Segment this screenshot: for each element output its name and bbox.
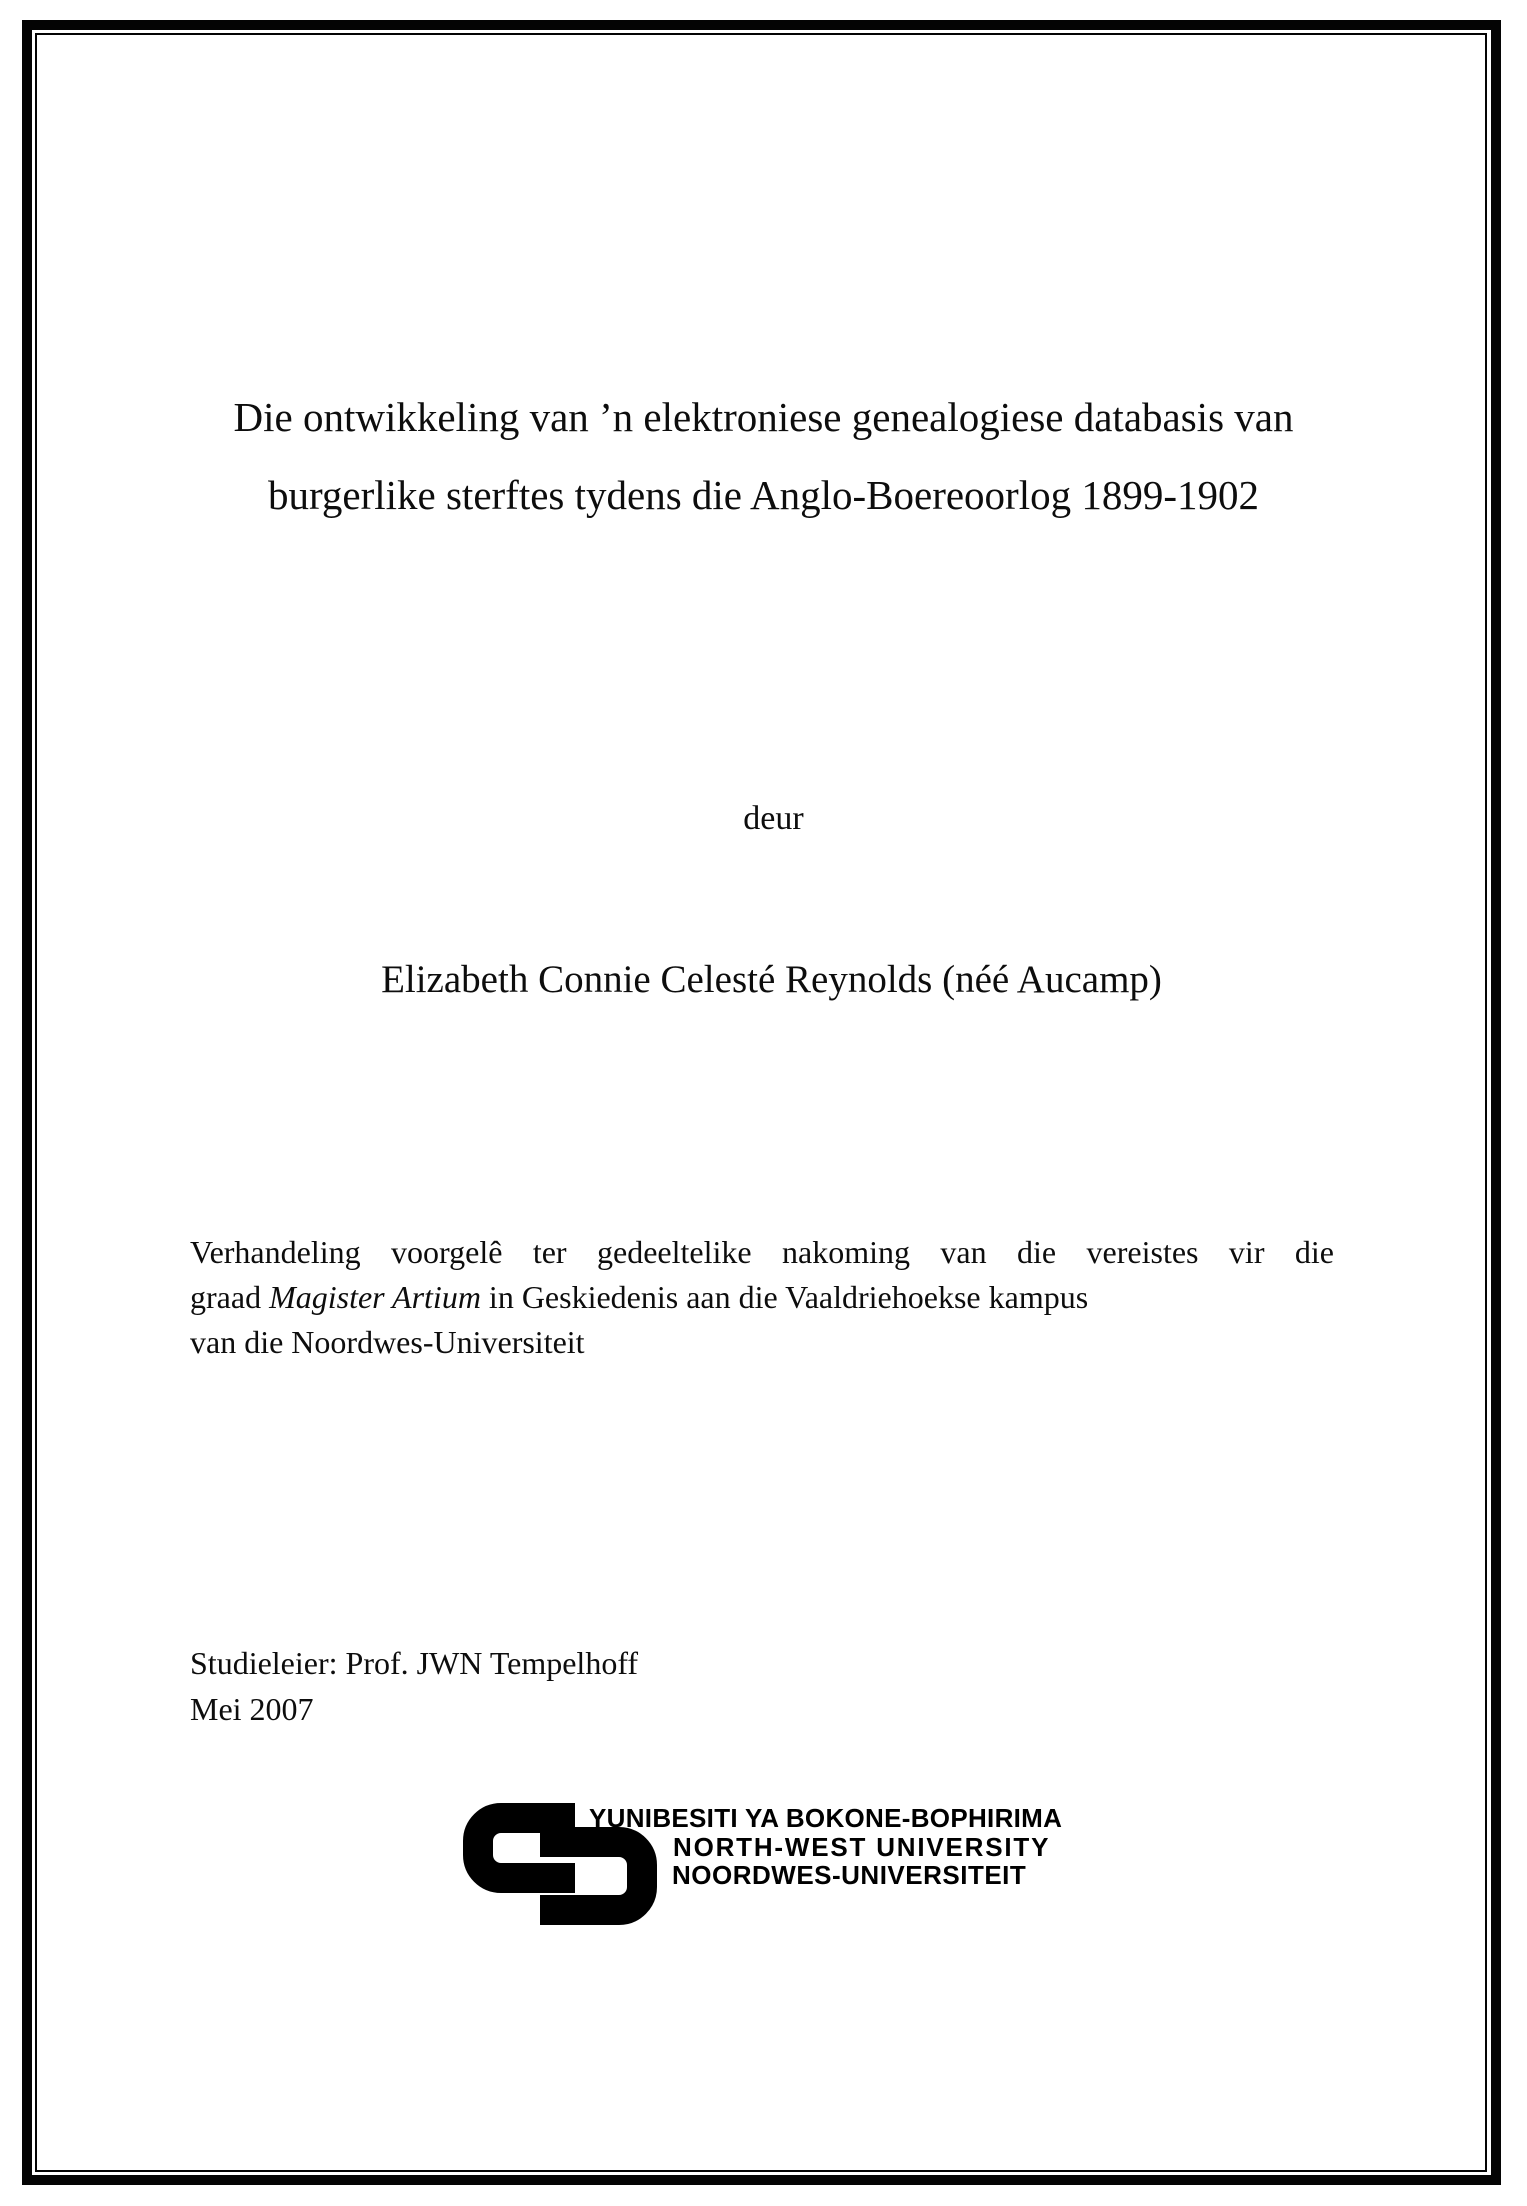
logo-wordmark-line-2: NORTH-WEST UNIVERSITY <box>673 1831 1051 1862</box>
nwu-logo-wordmark <box>589 1804 1062 1890</box>
degree-statement-line-3: van die Noordwes-Universiteit <box>190 1324 585 1360</box>
logo-wordmark-line-1: YUNIBESITI YA BOKONE-BOPHIRIMA <box>589 1803 1063 1833</box>
byline: deur <box>743 800 804 837</box>
date-line: Mei 2007 <box>190 1691 314 1727</box>
degree-statement-line-2-suffix: in Geskiedenis aan die Vaaldriehoekse kampus <box>480 1279 1089 1315</box>
supervisor-line: Studieleier: Prof. JWN Tempelhoff <box>190 1645 639 1681</box>
logo-wordmark-line-3: NOORDWES-UNIVERSITEIT <box>672 1860 1027 1890</box>
degree-statement-line-1: Verhandeling voorgelê ter gedeeltelike nakoming van die vereistes vir die <box>190 1234 1334 1270</box>
degree-statement <box>190 1230 1334 1365</box>
degree-statement-line-2 <box>190 1275 1334 1320</box>
page-title-line-1: Die ontwikkeling van ’n elektroniese genealogiese databasis van <box>233 394 1294 440</box>
page-title-line-2: burgerlike sterftes tydens die Anglo-Boereoorlog 1899-1902 <box>267 472 1259 518</box>
author-name: Elizabeth Connie Celesté Reynolds (néé Aucamp) <box>381 958 1162 1001</box>
degree-name-italic: Magister Artium <box>269 1279 481 1315</box>
degree-statement-line-2-prefix: graad <box>190 1279 270 1315</box>
